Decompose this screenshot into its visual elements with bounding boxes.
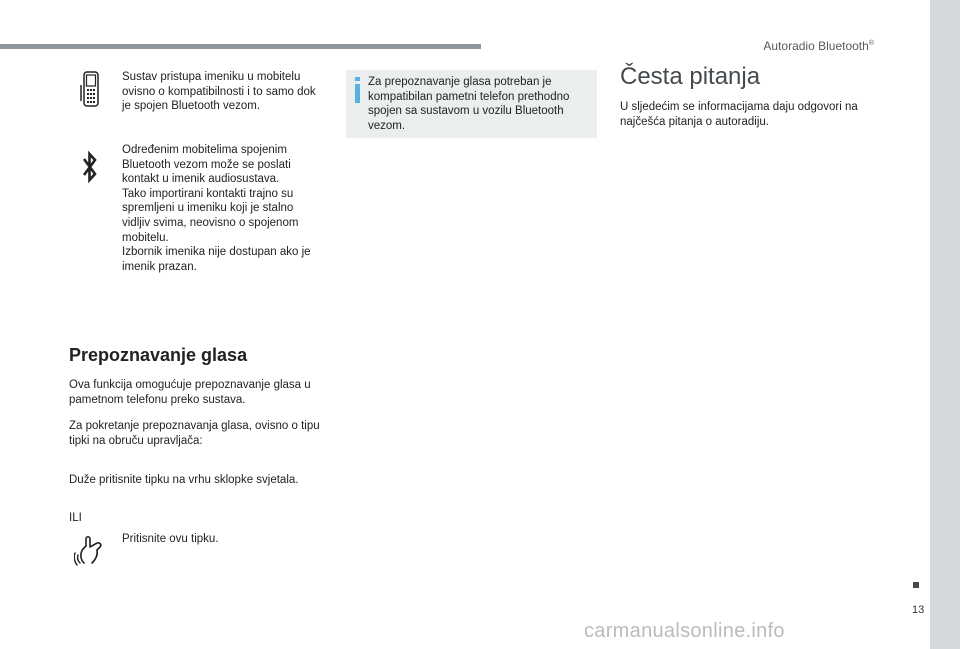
- phonebook-compat-text: Sustav pristupa imeniku u mobitelu ovisno o kompatibilnosti i to samo dok je spojen Bluetooth vezom.: [122, 71, 316, 113]
- header-registered-mark: ®: [868, 40, 874, 47]
- voice-start-text: Za pokretanje prepoznavanja glasa, ovisno o tipu tipki na obruču upravljača:: [69, 420, 320, 447]
- faq-text: U sljedećim se informacijama daju odgovori na najčešća pitanja o autoradiju.: [620, 101, 858, 128]
- voice-command-icon: [74, 533, 106, 567]
- page-marker: [913, 582, 919, 588]
- info-box-text: Za prepoznavanje glasa potreban je kompatibilan pametni telefon prethodno spojen sa sustavom u vozilu Bluetooth vezom.: [368, 76, 570, 132]
- long-press-text: Duže pritisnite tipku na vrhu sklopke svjetala.: [69, 474, 299, 486]
- press-key-text: Pritisnite ovu tipku.: [122, 533, 219, 545]
- or-text: ILI: [69, 512, 82, 524]
- bluetooth-contacts-text: [122, 143, 317, 274]
- watermark: carmanualsonline.info: [584, 620, 785, 642]
- header-rule: [0, 44, 481, 49]
- bluetooth-contacts-p2: Tako importirani kontakti trajno su spremljeni u imeniku koji je stalno vidljiv svima, neovisno o spojenom mobitelu.: [122, 187, 299, 244]
- faq-heading: Česta pitanja: [620, 63, 761, 90]
- voice-recognition-heading: Prepoznavanje glasa: [69, 345, 248, 365]
- info-icon: [352, 77, 366, 103]
- header-title: Autoradio Bluetooth: [763, 39, 869, 53]
- bluetooth-icon: [82, 150, 98, 184]
- page-side-band: [930, 0, 960, 649]
- section-header: [763, 39, 874, 53]
- voice-intro-text: Ova funkcija omogućuje prepoznavanje glasa u pametnom telefonu preko sustava.: [69, 379, 311, 406]
- info-box: [346, 70, 597, 138]
- bluetooth-contacts-p1: Određenim mobitelima spojenim Bluetooth vezom može se poslati kontakt u imenik audiosustava.: [122, 144, 291, 186]
- bluetooth-contacts-p3: Izbornik imenika nije dostupan ako je imenik prazan.: [122, 246, 311, 273]
- mobile-phone-icon: [80, 71, 100, 109]
- page-number: 13: [912, 604, 925, 616]
